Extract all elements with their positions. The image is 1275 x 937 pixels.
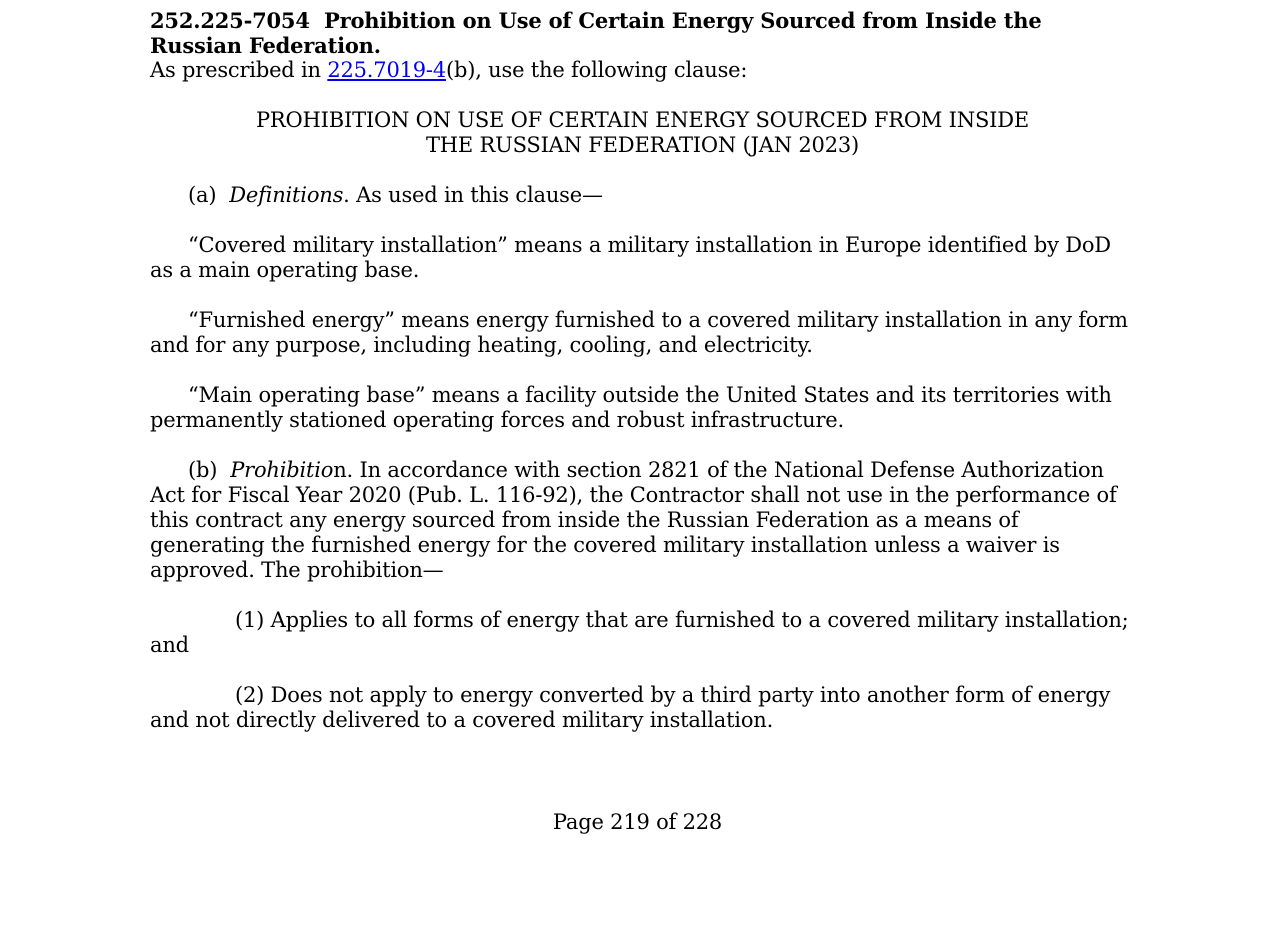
clause-title-line1: PROHIBITION ON USE OF CERTAIN ENERGY SOURCED FROM INSIDE	[256, 108, 1029, 132]
paragraph-b	[150, 458, 1135, 583]
subparagraph-2: (2) Does not apply to energy converted by a third party into another form of energy and not directly delivered to a covered military installation.	[150, 683, 1111, 732]
subparagraph-1: (1) Applies to all forms of energy that are furnished to a covered military installation; and	[150, 608, 1129, 657]
prescription-line	[150, 58, 1135, 83]
definition-furnished-energy: “Furnished energy” means energy furnished to a covered military installation in any form and for any purpose, including heating, cooling, and electricity.	[150, 308, 1128, 357]
page-number: Page 219 of 228	[552, 810, 723, 834]
clause-title-line2: THE RUSSIAN FEDERATION (JAN 2023)	[425, 133, 860, 157]
section-title-line2: Russian Federation.	[150, 33, 381, 58]
prescription-suffix: (b), use the following clause:	[446, 58, 748, 82]
paragraph-a	[150, 183, 1135, 208]
paragraph-b-label: (b)	[188, 458, 218, 482]
document-page	[150, 8, 1135, 733]
definition-covered-military-installation: “Covered military installation” means a military installation in Europe identified by DoD as a main operating base.	[150, 233, 1111, 282]
clause-title	[150, 108, 1135, 158]
paragraph-b-text: n. In accordance with section 2821 of the National Defense Authorization Act for Fiscal Year 2020 (Pub. L. 116-92), the Contractor shall not use in the performance of this contract any energy sourced from inside the Russian Federation as a means of generating the furnished energy for the covered military installation unless a waiver is approved. The prohibition—	[150, 458, 1117, 582]
definition-main-operating-base: “Main operating base” means a facility outside the United States and its territories with permanently stationed operating forces and robust infrastructure.	[150, 383, 1112, 432]
section-title-line1: Prohibition on Use of Certain Energy Sourced from Inside the	[323, 8, 1042, 33]
paragraph-a-label: (a)	[188, 183, 217, 207]
paragraph-a-heading: Definitions	[229, 183, 344, 207]
paragraph-b-heading: Prohibitio	[230, 458, 334, 482]
section-heading	[150, 8, 1135, 58]
prescription-prefix: As prescribed in	[150, 58, 328, 82]
paragraph-a-text: . As used in this clause—	[343, 183, 603, 207]
section-reference-link[interactable]: 225.7019-4	[327, 58, 446, 82]
section-number: 252.225-7054	[150, 8, 310, 33]
